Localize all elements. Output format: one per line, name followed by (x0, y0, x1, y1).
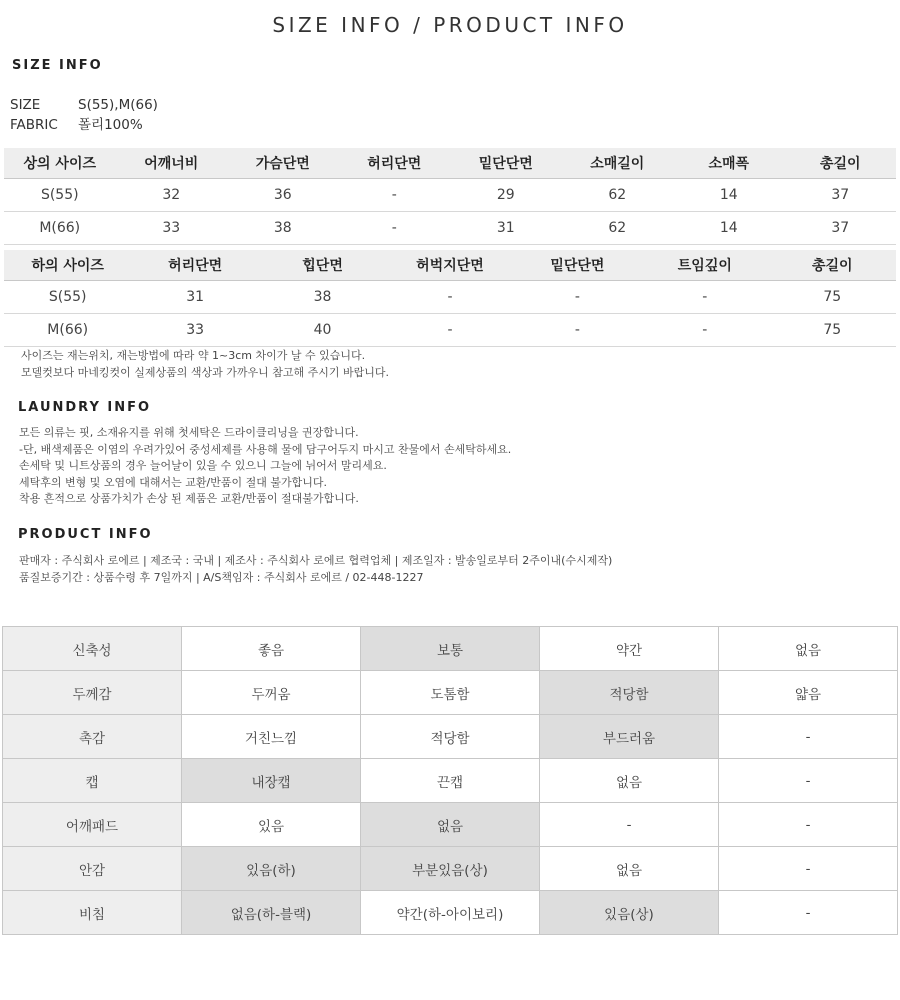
fabric-value: 폴리100% (78, 117, 143, 133)
attribute-option: 약간 (540, 627, 719, 671)
table-cell: 32 (116, 179, 228, 212)
table-cell: - (339, 179, 451, 212)
laundry-line: 손세탁 및 니트상품의 경우 늘어날이 있을 수 있으니 그늘에 뉘어서 말리세요. (19, 459, 387, 472)
table-cell: - (339, 212, 451, 245)
attribute-option-selected: 없음(하-블랙) (182, 891, 361, 935)
table-cell: 62 (562, 212, 674, 245)
bottom-size-header-row (4, 250, 896, 281)
laundry-info-heading: LAUNDRY INFO (18, 400, 152, 415)
table-cell: M(66) (4, 212, 116, 245)
attribute-label: 촉감 (3, 715, 182, 759)
attribute-row (3, 671, 898, 715)
top-size-header-row (4, 148, 896, 179)
table-cell: S(55) (4, 179, 116, 212)
table-cell: - (514, 281, 641, 314)
fabric-row (10, 113, 143, 133)
table-cell: 33 (131, 314, 258, 347)
table-cell: 38 (259, 281, 386, 314)
top-header-cell: 가슴단면 (227, 148, 339, 179)
attribute-label: 비침 (3, 891, 182, 935)
size-label: SIZE (10, 97, 41, 113)
laundry-line: 착용 흔적으로 상품가치가 손상 된 제품은 교환/반품이 절대불가합니다. (19, 492, 359, 505)
attribute-option: - (719, 715, 898, 759)
attribute-row (3, 759, 898, 803)
product-info-text (19, 553, 612, 586)
attribute-option-selected: 부드러움 (540, 715, 719, 759)
top-header-cell: 허리단면 (339, 148, 451, 179)
table-cell: 33 (116, 212, 228, 245)
attribute-grid (2, 626, 898, 935)
product-line: 품질보증기간 : 상품수령 후 7일까지 | A/S책임자 : 주식회사 로에르 / 02-448-1227 (19, 570, 424, 584)
table-cell: 38 (227, 212, 339, 245)
laundry-line: 모든 의류는 핏, 소재유지를 위해 첫세탁은 드라이클리닝을 권장합니다. (19, 426, 359, 439)
table-cell: 29 (450, 179, 562, 212)
attribute-label: 안감 (3, 847, 182, 891)
bottom-header-cell: 허벅지단면 (386, 250, 513, 281)
attribute-label: 신축성 (3, 627, 182, 671)
attribute-option-selected: 있음(상) (540, 891, 719, 935)
table-cell: 40 (259, 314, 386, 347)
attribute-option: - (719, 891, 898, 935)
top-size-table (4, 148, 896, 245)
top-header-cell: 소매길이 (562, 148, 674, 179)
product-line: 판매자 : 주식회사 로에르 | 제조국 : 국내 | 제조사 : 주식회사 로에르 협력업체 | 제조일자 : 발송일로부터 2주이내(수시제작) (19, 554, 613, 567)
attribute-option-selected: 적당함 (540, 671, 719, 715)
table-cell: - (641, 281, 768, 314)
product-info-heading: PRODUCT INFO (18, 527, 153, 542)
table-cell: M(66) (4, 314, 131, 347)
attribute-option: 적당함 (361, 715, 540, 759)
bottom-size-table (4, 250, 896, 347)
note-line: 사이즈는 재는위치, 재는방법에 따라 약 1~3cm 차이가 날 수 있습니다. (21, 349, 366, 362)
laundry-line: -단, 배색제품은 이염의 우려가있어 중성세제를 사용해 물에 담구어두지 마시고 찬물에서 손세탁하세요. (19, 442, 512, 456)
attribute-option: 얇음 (719, 671, 898, 715)
attribute-option-selected: 있음(하) (182, 847, 361, 891)
attribute-option: - (719, 759, 898, 803)
top-header-cell: 어깨너비 (116, 148, 228, 179)
note-line: 모델컷보다 마네킹컷이 실제상품의 색상과 가까우니 참고해 주시기 바랍니다. (21, 365, 390, 379)
attribute-option: 있음 (182, 803, 361, 847)
table-cell: 31 (450, 212, 562, 245)
attribute-label: 어깨패드 (3, 803, 182, 847)
attribute-option: 두꺼움 (182, 671, 361, 715)
size-notes (21, 348, 389, 381)
table-cell: 36 (227, 179, 339, 212)
table-cell: 75 (769, 314, 896, 347)
table-row (4, 281, 896, 314)
bottom-header-cell: 트임깊이 (641, 250, 768, 281)
attribute-option: 끈캡 (361, 759, 540, 803)
top-header-cell: 밑단단면 (450, 148, 562, 179)
attribute-label: 두께감 (3, 671, 182, 715)
table-cell: 14 (673, 179, 785, 212)
bottom-header-cell: 허리단면 (131, 250, 258, 281)
fabric-label: FABRIC (10, 117, 58, 133)
table-cell: S(55) (4, 281, 131, 314)
table-cell: 14 (673, 212, 785, 245)
table-cell: 31 (131, 281, 258, 314)
top-header-cell: 총길이 (785, 148, 897, 179)
size-info-heading: SIZE INFO (12, 58, 103, 73)
bottom-header-cell: 밑단단면 (514, 250, 641, 281)
attribute-row (3, 627, 898, 671)
attribute-option-selected: 내장캡 (182, 759, 361, 803)
table-cell: 62 (562, 179, 674, 212)
attribute-option-selected: 보통 (361, 627, 540, 671)
attribute-row (3, 803, 898, 847)
page-title: SIZE INFO / PRODUCT INFO (272, 13, 628, 37)
top-header-cell: 상의 사이즈 (4, 148, 116, 179)
table-row (4, 179, 896, 212)
bottom-header-cell: 힙단면 (259, 250, 386, 281)
table-cell: - (514, 314, 641, 347)
table-cell: - (386, 314, 513, 347)
size-value: S(55),M(66) (78, 97, 158, 113)
attribute-option-selected: 없음 (361, 803, 540, 847)
attribute-row (3, 891, 898, 935)
size-row (10, 97, 158, 113)
attribute-option: 없음 (540, 847, 719, 891)
attribute-option: 약간(하-아이보리) (361, 891, 540, 935)
attribute-option: - (719, 803, 898, 847)
laundry-info-text (19, 425, 511, 508)
attribute-option: - (719, 847, 898, 891)
attribute-option: 도톰함 (361, 671, 540, 715)
attribute-row (3, 715, 898, 759)
table-row (4, 212, 896, 245)
table-cell: 75 (769, 281, 896, 314)
attribute-option-selected: 부분있음(상) (361, 847, 540, 891)
attribute-option: - (540, 803, 719, 847)
attribute-option: 없음 (540, 759, 719, 803)
table-cell: - (641, 314, 768, 347)
attribute-option: 없음 (719, 627, 898, 671)
table-cell: 37 (785, 179, 897, 212)
table-row (4, 314, 896, 347)
bottom-header-cell: 하의 사이즈 (4, 250, 131, 281)
attribute-option: 거친느낌 (182, 715, 361, 759)
attribute-label: 캡 (3, 759, 182, 803)
attribute-option: 좋음 (182, 627, 361, 671)
top-header-cell: 소매폭 (673, 148, 785, 179)
table-cell: 37 (785, 212, 897, 245)
laundry-line: 세탁후의 변형 및 오염에 대해서는 교환/반품이 절대 불가합니다. (19, 475, 327, 489)
table-cell: - (386, 281, 513, 314)
attribute-row (3, 847, 898, 891)
bottom-header-cell: 총길이 (769, 250, 896, 281)
